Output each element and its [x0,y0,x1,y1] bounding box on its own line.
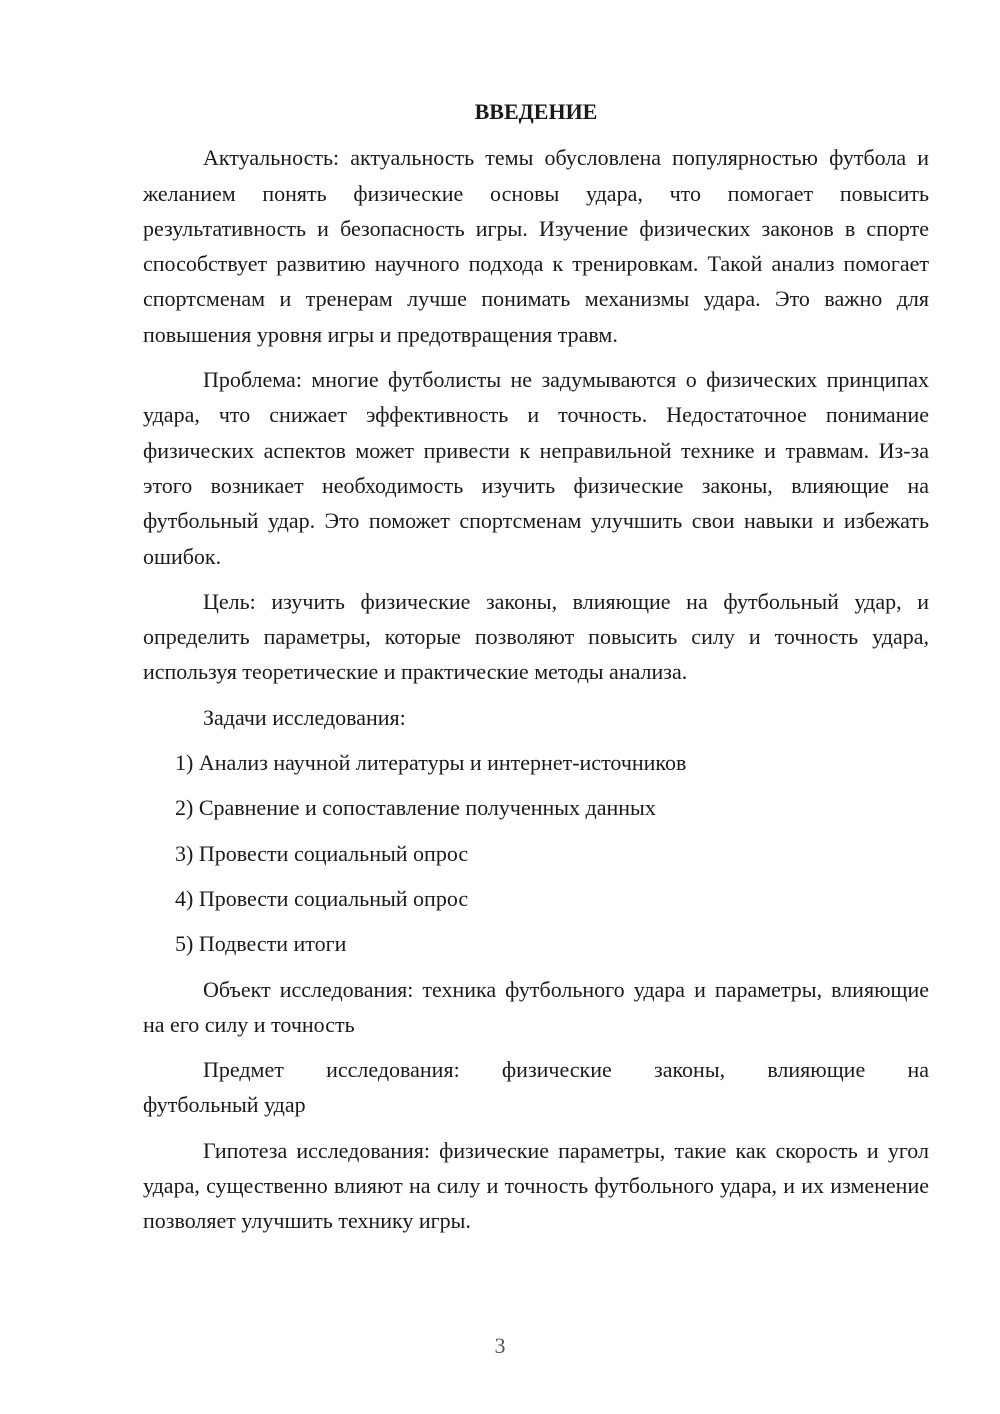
subject-line-1: Предмет исследования: физические законы, влияющие на [203,1057,929,1083]
subject-paragraph [143,1052,929,1123]
subject-line-2: футбольный удар [143,1092,306,1118]
tasks-heading: Задачи исследования: [203,704,406,730]
object-paragraph: Объект исследования: техника футбольного удара и параметры, влияющие на его силу и точность [143,976,929,1037]
section-title: ВВЕДЕНИЕ [474,99,598,124]
list-item: 4) Провести социальный опрос [175,885,469,911]
page-number: 3 [494,1333,506,1358]
goal-paragraph: Цель: изучить физические законы, влияющие на футбольный удар, и определить параметры, которые позволяют повысить силу и точность удара, используя теоретические и практические методы анализа. [143,588,929,685]
problem-paragraph: Проблема: многие футболисты не задумываются о физических принципах удара, что снижает эффективность и точность. Недостаточное понимание физических аспектов может привести к неправильной технике и травмам. Из-за этого возникает необходимость изучить физические законы, влияющие на футбольный удар. Это поможет спортсменам улучшить свои навыки и избежать ошибок. [143,367,929,569]
list-item: 2) Сравнение и сопоставление полученных данных [175,795,656,821]
tasks-list [143,745,929,961]
list-item: 3) Провести социальный опрос [175,840,469,866]
relevance-paragraph: Актуальность: актуальность темы обусловлена популярностью футбола и желанием понять физические основы удара, что помогает повысить результативность и безопасность игры. Изучение физических законов в спорте способствует развитию научного подхода к тренировкам. Такой анализ помогает спортсменам и тренерам лучше понимать механизмы удара. Это важно для повышения уровня игры и предотвращения травм. [143,145,929,347]
list-item: 1) Анализ научной литературы и интернет-источников [175,750,687,776]
list-item: 5) Подвести итоги [175,931,347,957]
hypothesis-paragraph: Гипотеза исследования: физические параметры, такие как скорость и угол удара, существенно влияют на силу и точность футбольного удара, и их изменение позволяет улучшить технику игры. [143,1137,929,1234]
page-content [143,94,929,1249]
